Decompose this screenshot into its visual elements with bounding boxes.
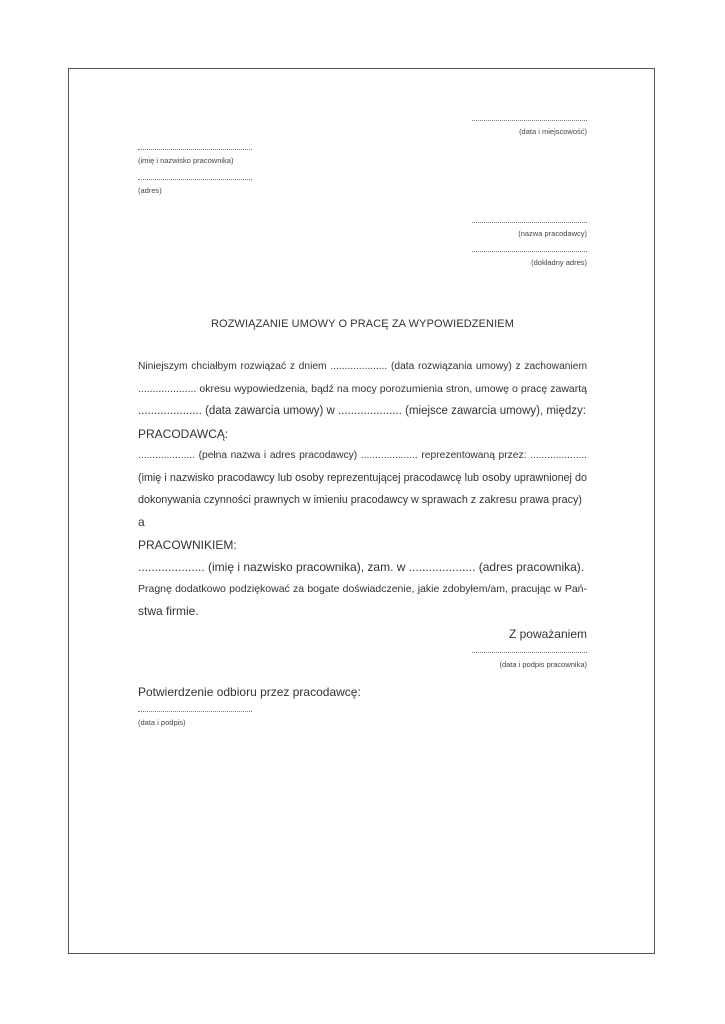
document-body bbox=[138, 356, 587, 622]
body-line: .................... (data zawarcia umowy) w .................... (miejsce zawarcia umowy), między: bbox=[138, 405, 586, 418]
body-line: PRACODAWCĄ: bbox=[138, 426, 229, 441]
employee-signature-line bbox=[472, 652, 587, 653]
body-line: .................... (imię i nazwisko pracownika), zam. w .................... (adres pracownika). bbox=[138, 559, 585, 574]
body-line: .................... okresu wypowiedzenia, bądź na mocy porozumienia stron, umowę o pracę zawartą bbox=[138, 383, 587, 396]
employee-name-line bbox=[138, 149, 252, 150]
acknowledgement-caption: (data i podpis) bbox=[138, 718, 186, 727]
employee-address-caption: (adres) bbox=[138, 186, 162, 195]
employer-address-line bbox=[472, 251, 587, 252]
body-line: dokonywania czynności prawnych w imieniu pracodawcy w sprawach z zakresu prawa pracy) bbox=[138, 494, 582, 507]
employee-signature-caption: (data i podpis pracownika) bbox=[499, 660, 587, 669]
closing-greeting: Z poważaniem bbox=[508, 627, 587, 641]
employer-name-caption: (nazwa pracodawcy) bbox=[518, 229, 587, 238]
employer-name-line bbox=[472, 222, 587, 223]
acknowledgement-signature-line bbox=[138, 711, 252, 712]
employer-address-caption: (dokładny adres) bbox=[531, 258, 587, 267]
date-place-caption: (data i miejscowość) bbox=[519, 127, 587, 136]
body-line: stwa firmie. bbox=[138, 604, 199, 619]
body-line: Pragnę dodatkowo podziękować za bogate doświadczenie, jakie zdobyłem/am, pracując w Pań- bbox=[138, 583, 587, 596]
document-title: ROZWIĄZANIE UMOWY O PRACĘ ZA WYPOWIEDZENIEM bbox=[211, 318, 514, 330]
date-place-line bbox=[472, 120, 587, 121]
employee-address-line bbox=[138, 179, 252, 180]
body-line: Niniejszym chciałbym rozwiązać z dniem .................... (data rozwiązania umowy) z zachowaniem bbox=[138, 361, 587, 372]
acknowledgement-label: Potwierdzenie odbioru przez pracodawcę: bbox=[138, 685, 361, 699]
body-line: a bbox=[138, 515, 145, 530]
employee-name-caption: (imię i nazwisko pracownika) bbox=[138, 156, 234, 165]
body-line: PRACOWNIKIEM: bbox=[138, 537, 237, 552]
body-line: .................... (pełna nazwa i adres pracodawcy) .................... reprezentowaną przez: .................... bbox=[138, 449, 587, 461]
body-line: (imię i nazwisko pracodawcy lub osoby reprezentującej pracodawcę lub osoby uprawnionej do bbox=[138, 472, 587, 485]
